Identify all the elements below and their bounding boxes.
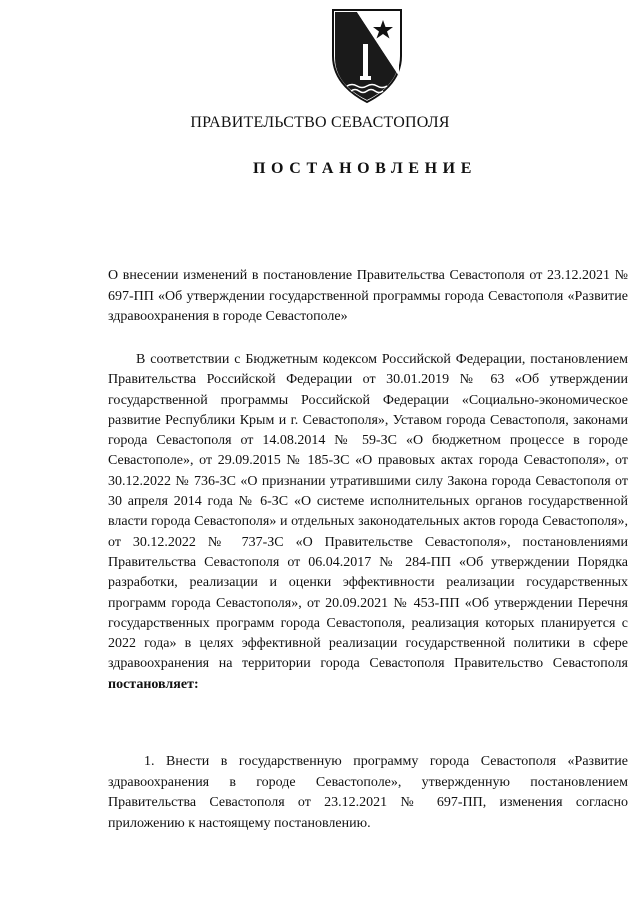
preamble-paragraph bbox=[108, 350, 628, 695]
resolves-keyword: постановляет: bbox=[108, 676, 199, 692]
coat-of-arms-emblem bbox=[327, 4, 407, 104]
resolution-item-1: 1. Внести в государственную программу города Севастополя «Развитие здравоохранения в городе Севастополе», утвержденную постановлением Правительства Севастополя от 23.12.2021 № 697-ПП, изменения согласно приложению к настоящему постановлению. bbox=[108, 754, 628, 831]
preamble-text: В соответствии с Бюджетным кодексом Российской Федерации, постановлением Правительства Российской Федерации от 30.01.2019 № 63 «Об утверждении государственной программы Российской Федерации «Социально-экономическое развитие Республики Крым и г. Севастополя», Уставом города Севастополя, законами города Севастополя от 14.08.2014 № 59-ЗС «О бюджетном процессе в городе Севастополе», от 29.09.2015 № 185-ЗС «О правовых актах города Севастополя», от 30.12.2022 № 736-ЗС «О признании утратившими силу Закона города Севастополя от 30 апреля 2014 года № 6-ЗС «О системе исполнительных органов государственной власти города Севастополя» и отдельных законодательных актов города Севастополя», от 30.12.2022 № 737-ЗС «О Правительстве Севастополя», постановлениями Правительства Севастополя от 06.04.2017 № 284-ПП «Об утверждении Порядка разработки, реализации и оценки эффективности реализации государственных программ города Севастополя», от 20.09.2021 № 453-ПП «Об утверждении Перечня государственных программ города Севастополя, реализация которых планируется с 2022 года» в целях эффективной реализации государственной политики в сфере здравоохранения на территории города Севастополя Правительство Севастополя bbox=[108, 352, 628, 672]
document-type-heading: ПОСТАНОВЛЕНИЕ bbox=[253, 160, 477, 177]
government-title: ПРАВИТЕЛЬСТВО СЕВАСТОПОЛЯ bbox=[190, 114, 450, 131]
resolution-subject: О внесении изменений в постановление Правительства Севастополя от 23.12.2021 № 697-ПП «Об утверждении государственной программы города Севастополя «Развитие здравоохранения в городе Севастополе» bbox=[108, 268, 628, 324]
